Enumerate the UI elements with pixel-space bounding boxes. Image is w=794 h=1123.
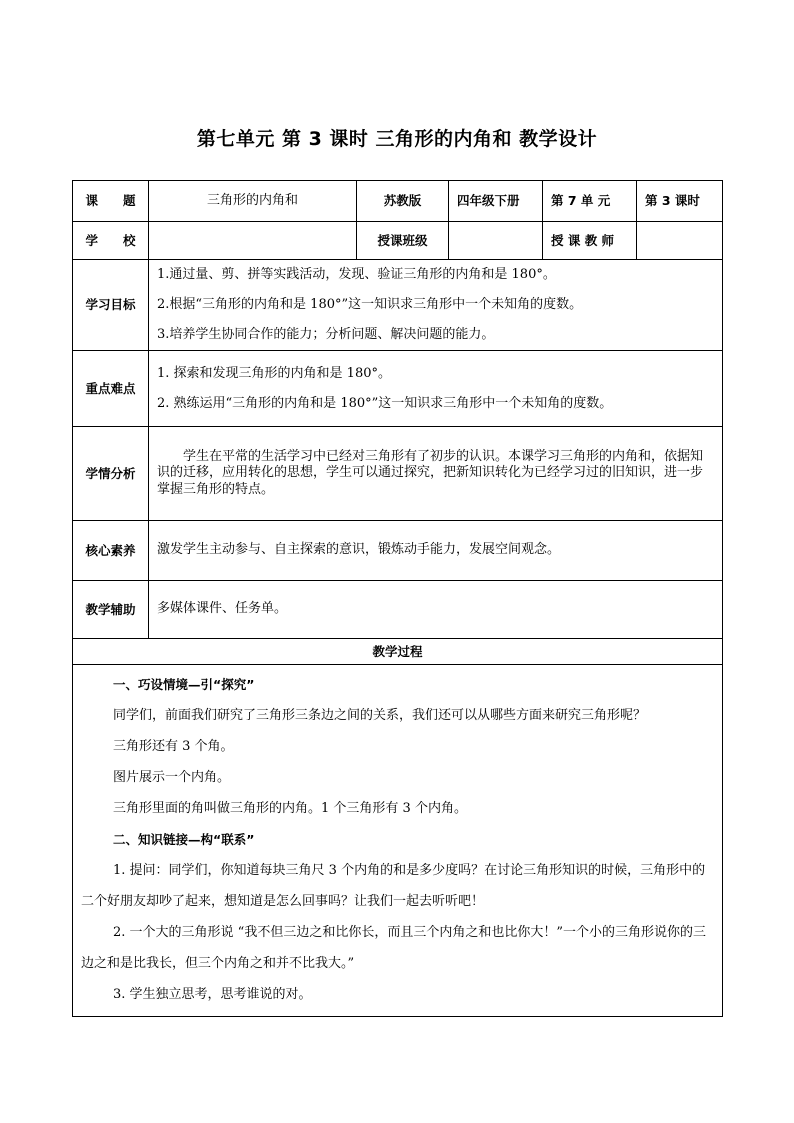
table-row-goals [73, 260, 723, 351]
analysis-label: 学情分析 [73, 427, 149, 521]
section-1-paragraph: 同学们，前面我们研究了三角形三条边之间的关系，我们还可以从哪些方面来研究三角形呢？ [113, 708, 647, 723]
class-value [449, 222, 543, 260]
unit-value: 第 7 单 元 [543, 181, 637, 222]
table-row-literacy [73, 521, 723, 581]
section-2-title: 二、知识链接—构“联系” [113, 832, 255, 847]
key-points-label: 重点难点 [73, 351, 149, 427]
section-2-paragraph: 2. 一个大的三角形说 “我不但三边之和比你长，而且三个内角之和也比你大！”一个小的三角形说你的三边之和是比我长，但三个内角之和并不比我大。” [81, 925, 706, 971]
class-label: 授课班级 [357, 222, 449, 260]
table-row-process-body [73, 665, 723, 1017]
publisher-value: 苏教版 [357, 181, 449, 222]
lesson-value: 第 3 课时 [637, 181, 723, 222]
process-heading: 教学过程 [73, 639, 723, 665]
literacy-text: 激发学生主动参与、自主探索的意识，锻炼动手能力，发展空间观念。 [149, 521, 723, 581]
table-row-topic [73, 181, 723, 222]
table-row-process-heading [73, 639, 723, 665]
teacher-value [637, 222, 723, 260]
topic-label: 课 题 [73, 181, 149, 222]
school-value [149, 222, 357, 260]
goals-content [149, 260, 723, 351]
aids-label: 教学辅助 [73, 581, 149, 639]
document-title: 第七单元 第 3 课时 三角形的内角和 教学设计 [196, 128, 598, 150]
table-row-school [73, 222, 723, 260]
goals-label: 学习目标 [73, 260, 149, 351]
grade-value: 四年级下册 [449, 181, 543, 222]
goal-item: 1.通过量、剪、拼等实践活动，发现、验证三角形的内角和是 180°。 [157, 267, 556, 282]
aids-text: 多媒体课件、任务单。 [149, 581, 723, 639]
literacy-label: 核心素养 [73, 521, 149, 581]
section-1-paragraph: 图片展示一个内角。 [113, 770, 231, 785]
lesson-plan-table [72, 180, 723, 1017]
goal-item: 3.培养学生协同合作的能力；分析问题、解决问题的能力。 [157, 327, 495, 342]
table-row-aids [73, 581, 723, 639]
section-1-paragraph: 三角形还有 3 个角。 [113, 739, 234, 754]
section-2-paragraph: 1. 提问：同学们，你知道每块三角尺 3 个内角的和是多少度吗？在讨论三角形知识的时候，三角形中的二个好朋友却吵了起来，想知道是怎么回事吗？让我们一起去听听吧！ [81, 863, 706, 909]
table-row-analysis [73, 427, 723, 521]
key-point-item: 2. 熟练运用“三角形的内角和是 180°”这一知识求三角形中一个未知角的度数。 [157, 395, 613, 411]
analysis-text: 学生在平常的生活学习中已经对三角形有了初步的认识。本课学习三角形的内角和，依据知识的迁移，应用转化的思想，学生可以通过探究，把新知识转化为已经学习过的旧知识，进一步掌握三角形的特点。 [149, 427, 723, 521]
school-label: 学 校 [73, 222, 149, 260]
process-content [73, 665, 723, 1017]
teacher-label: 授 课 教 师 [543, 222, 637, 260]
section-2-paragraph: 3. 学生独立思考，思考谁说的对。 [113, 987, 312, 1002]
key-point-item: 1. 探索和发现三角形的内角和是 180°。 [157, 365, 391, 381]
section-1-title: 一、巧设情境—引“探究” [113, 677, 255, 692]
section-1-paragraph: 三角形里面的角叫做三角形的内角。1 个三角形有 3 个内角。 [113, 801, 467, 816]
goal-item: 2.根据“三角形的内角和是 180°”这一知识求三角形中一个未知角的度数。 [157, 297, 583, 312]
key-points-content [149, 351, 723, 427]
topic-value: 三角形的内角和 [149, 181, 357, 222]
table-row-key-points [73, 351, 723, 427]
